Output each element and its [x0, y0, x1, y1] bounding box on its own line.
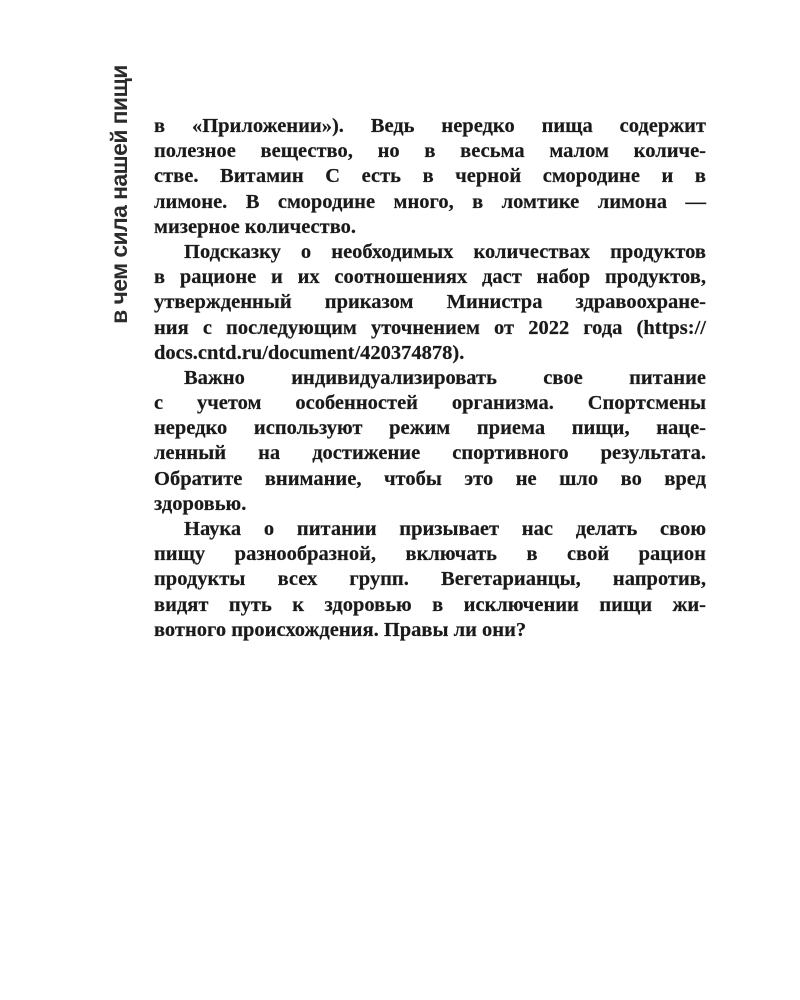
- text-line: ния с последующим уточнением от 2022 года (https://: [154, 316, 706, 339]
- text-line: нередко используют режим приема пищи, наце-: [154, 417, 706, 440]
- text-line: Важно индивидуализировать свое питание: [184, 366, 706, 389]
- running-head-text: в чем сила нашей пищи: [105, 64, 132, 324]
- text-line: пищу разнообразной, включать в свой рацион: [154, 543, 706, 566]
- body-text: [154, 114, 706, 643]
- text-line: в рационе и их соотношениях даст набор продуктов,: [154, 266, 706, 289]
- text-line: продукты всех групп. Вегетарианцы, напротив,: [154, 568, 706, 591]
- text-line: в «Приложении»). Ведь нередко пища содержит: [154, 115, 706, 137]
- text-line: стве. Витамин С есть в черной смородине и в: [154, 165, 706, 188]
- text-line: Обратите внимание, чтобы это не шло во вред: [154, 467, 706, 490]
- text-line: вотного происхождения. Правы ли они?: [154, 618, 527, 641]
- text-line: Подсказку о необходимых количествах продуктов: [184, 240, 706, 263]
- text-line: здоровью.: [154, 492, 247, 515]
- text-line: полезное вещество, но в весьма малом количе-: [154, 140, 706, 163]
- text-line: Наука о питании призывает нас делать свою: [184, 518, 706, 540]
- text-line: видят путь к здоровью в исключении пищи жи-: [154, 593, 706, 616]
- text-line: с учетом особенностей организма. Спортсмены: [154, 392, 706, 415]
- text-line: лимоне. В смородине много, в ломтике лимона —: [154, 190, 706, 213]
- text-line: ленный на достижение спортивного результата.: [154, 442, 706, 465]
- text-line: docs.cntd.ru/document/420374878).: [154, 341, 465, 364]
- text-line: утвержденный приказом Министра здравоохране-: [154, 291, 706, 314]
- text-line: мизерное количество.: [154, 215, 357, 238]
- running-head: [105, 64, 132, 324]
